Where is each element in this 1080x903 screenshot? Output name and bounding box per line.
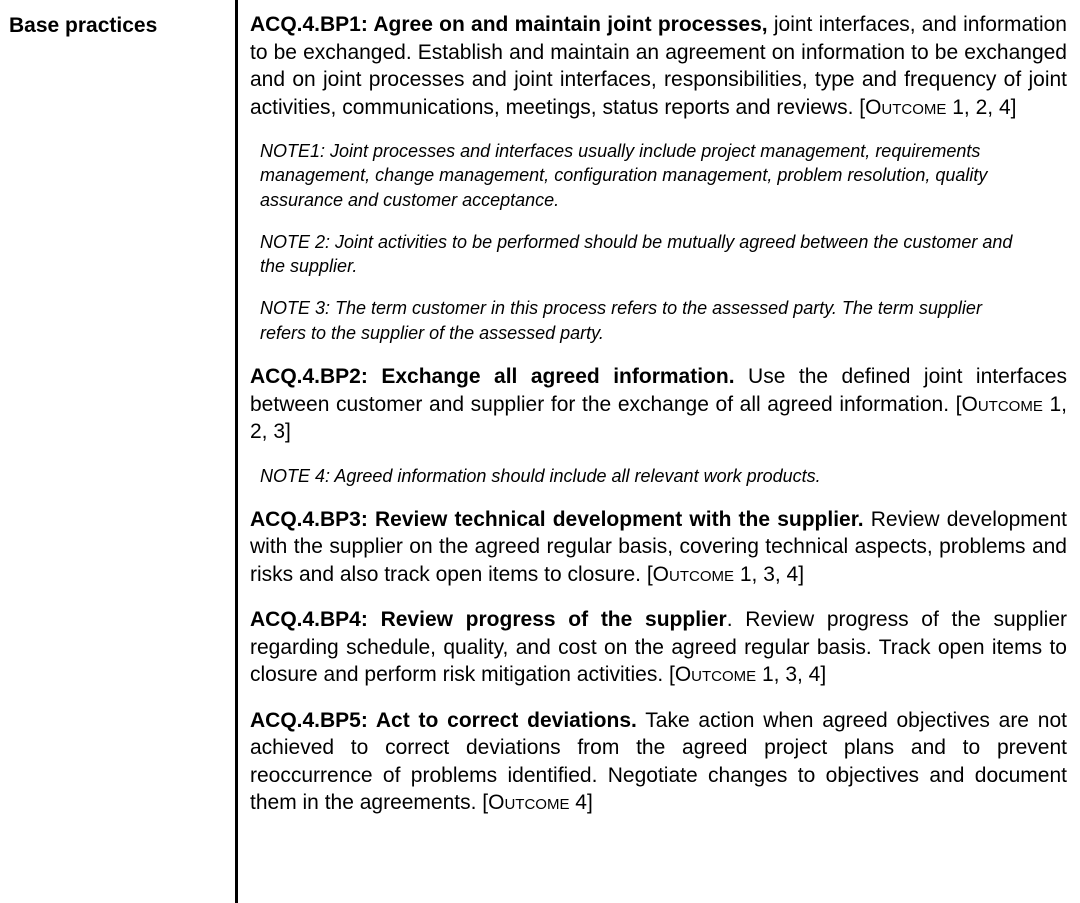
bp4-title: ACQ.4.BP4: Review progress of the supplier [250,608,727,632]
bp3-outcome-ref: [Outcome 1, 3, 4] [641,562,805,586]
bp2-title: ACQ.4.BP2: Exchange all agreed information. [250,365,735,389]
note3-paragraph: NOTE 3: The term customer in this process refers to the assessed party. The term supplier refers to the supplier of the assessed party. [260,298,982,343]
bp5-body: Take action when agreed objectives are not achieved to correct deviations from the agreed project plans and to prevent reoccurrence of problems identified. Negotiate changes to objectives and document them in the agreements. [250,708,1067,815]
base-practices-content-cell [235,0,1080,903]
note2-paragraph: NOTE 2: Joint activities to be performed should be mutually agreed between the customer and the supplier. [260,231,1013,277]
bp2-body: Use the defined joint interfaces between customer and supplier for the exchange of all agreed information. [250,365,1067,416]
note4-paragraph: NOTE 4: Agreed information should include all relevant work products. [260,465,821,486]
note1-paragraph: NOTE1: Joint processes and interfaces usually include project management, requirements management, change management, configuration management, problem resolution, quality assurance and customer acceptance. [260,141,988,210]
bp2-paragraph [250,363,1067,446]
bp1-paragraph [250,11,1067,121]
base-practices-label-cell [0,0,235,903]
row-header-base-practices: Base practices [9,14,158,37]
bp4-paragraph [250,606,1067,689]
bp3-paragraph [250,506,1067,589]
bp1-title: ACQ.4.BP1: Agree on and maintain joint processes, [250,13,768,36]
bp3-body: Review development with the supplier on the agreed regular basis, covering technical aspects, problems and risks and also track open items to closure. [250,507,1067,586]
bp5-outcome-ref: [Outcome 4] [476,791,593,815]
bp1-body: joint interfaces, and information to be exchanged. Establish and maintain an agreement on information to be exchanged and on joint processes and joint interfaces, responsibilities, type and frequency of joint activities, communications, meetings, status reports and reviews. [250,13,1067,119]
bp1-outcome-ref: [Outcome 1, 2, 4] [853,95,1017,119]
bp5-title: ACQ.4.BP5: Act to correct deviations. [250,708,637,732]
bp4-outcome-ref: [Outcome 1, 3, 4] [663,663,827,687]
bp4-body: . Review progress of the supplier regarding schedule, quality, and cost on the agreed regular basis. Track open items to closure and perform risk mitigation activities. [250,608,1067,687]
bp2-outcome-ref: [Outcome 1, 2, 3] [250,392,1067,444]
bp5-paragraph [250,707,1067,817]
bp3-title: ACQ.4.BP3: Review technical development with the supplier. [250,507,864,531]
